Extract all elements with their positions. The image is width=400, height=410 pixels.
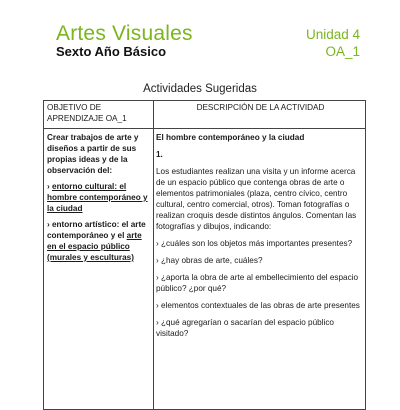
activity-question: › ¿hay obras de arte, cuáles?: [156, 256, 263, 265]
activity-number: 1.: [156, 150, 163, 159]
activity-question: › ¿aporta la obra de arte al embellecimiento del espacio público? ¿por qué?: [156, 273, 359, 293]
oa-code: OA_1: [325, 44, 360, 59]
objective-intro: Crear trabajos de arte y diseños a partir de sus propias ideas y de la observación del:: [47, 133, 139, 175]
activity-question: › ¿qué agregarían o sacarían del espacio público visitado?: [156, 318, 334, 338]
activity-paragraph: Los estudiantes realizan una visita y un informe acerca de un espacio público que contenga obras de arte o elementos patrimoniales (plaza, centro cívico, centro cultural, centro comercial, otros). Toman fotografías o realizan croquis desde distintos ángulos. Comentan las fotografías y dibujos, indicando:: [156, 167, 357, 231]
activity-column-header: DESCRIPCIÓN DE LA ACTIVIDAD: [196, 103, 325, 112]
activity-cell: [156, 132, 362, 345]
objective-item-artistico-text: › entorno artístico: el arte contemporáneo y el: [47, 220, 146, 240]
bullet-icon: ›: [47, 182, 50, 191]
header-divider: [44, 128, 365, 129]
objective-column-header: OBJETIVO DE APRENDIZAJE OA_1: [47, 103, 127, 123]
section-title: Actividades Sugeridas: [143, 83, 257, 95]
objective-cell: [47, 132, 151, 268]
unit-label: Unidad 4: [305, 27, 360, 42]
activity-question: › ¿cuáles son los objetos más importantes presentes?: [156, 239, 353, 248]
grade-subtitle: Sexto Año Básico: [56, 44, 167, 59]
activity-title: El hombre contemporáneo y la ciudad: [156, 133, 305, 142]
objective-item-cultural: [47, 181, 151, 214]
column-divider: [153, 101, 154, 409]
link-entorno-cultural[interactable]: entorno cultural: el hombre contemporáneo y la ciudad: [47, 182, 148, 213]
subject-title: Artes Visuales: [56, 22, 193, 45]
objective-item-artistico: [47, 219, 151, 263]
activities-table: [43, 100, 366, 410]
activity-question: › elementos contextuales de las obras de arte presentes: [156, 301, 360, 310]
link-arte-espacio-publico[interactable]: arte en el espacio público (murales y esculturas): [47, 231, 142, 262]
